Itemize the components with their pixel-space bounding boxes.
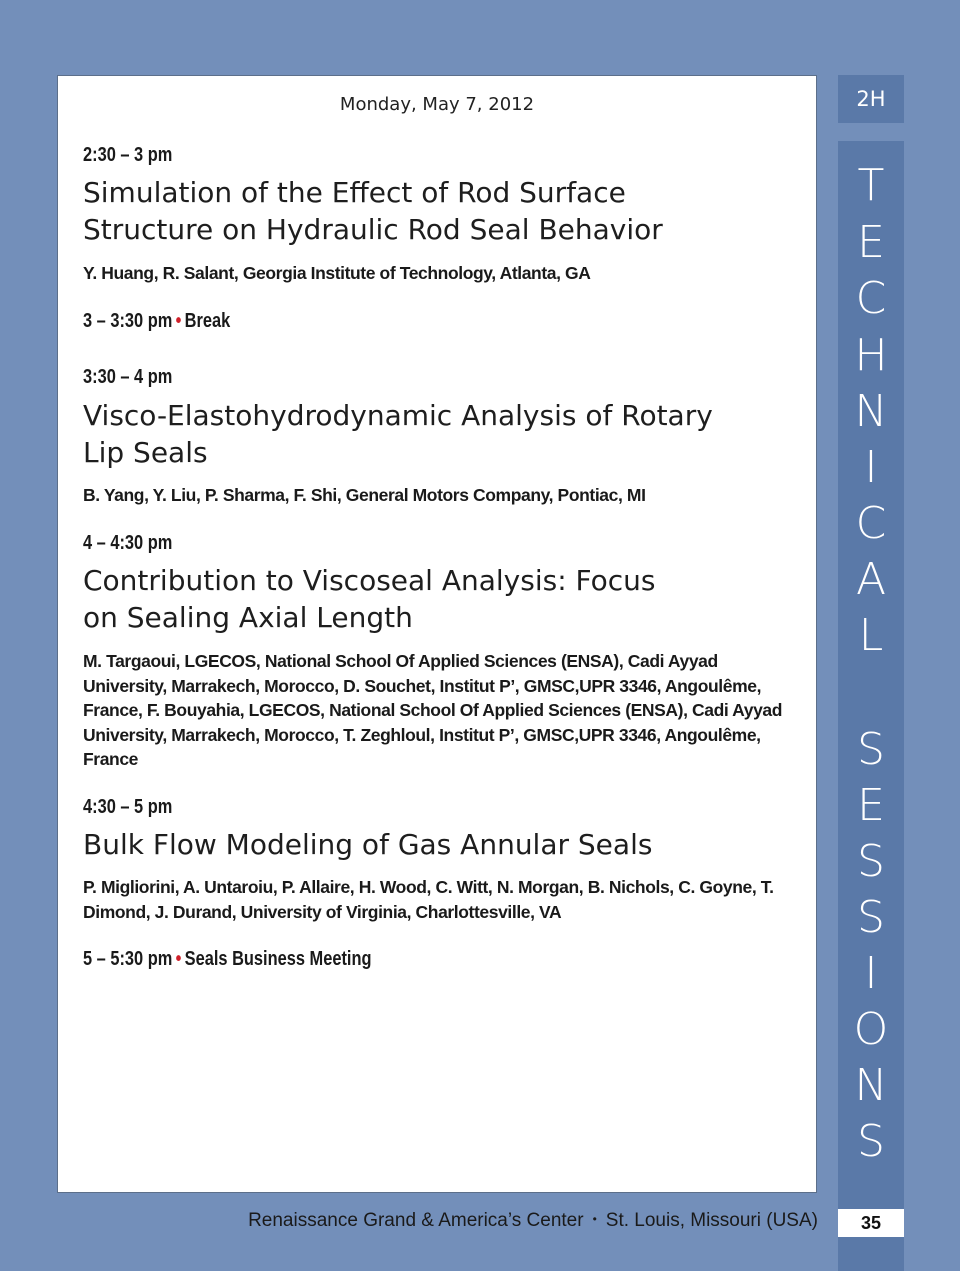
side-letter: N <box>854 1060 888 1111</box>
talk-authors-1: Y. Huang, R. Salant, Georgia Institute of Technology, Atlanta, GA <box>83 263 591 283</box>
side-letter: E <box>857 217 885 268</box>
side-letter: C <box>855 273 887 324</box>
bullet-icon: • <box>175 310 182 332</box>
side-letter: I <box>864 948 878 999</box>
side-letter: L <box>858 610 884 661</box>
session-code-tab: 2H <box>838 75 904 123</box>
talk-authors-3: M. Targaoui, LGECOS, National School Of Applied Sciences (ENSA), Cadi Ayyad University, Marrakech, Morocco, D. Souchet, Institut P’, GMSC,UPR 3346, Angoulême, France, F. Bouyahia, LGECOS, National School Of Applied Sciences (ENSA), Cadi Ayyad University, Marrakech, Morocco, T. Zeghloul, Institut P’, GMSC,UPR 3346, Angoulême, France <box>83 651 783 769</box>
session-date: Monday, May 7, 2012 <box>339 94 535 115</box>
side-letter: I <box>864 442 878 493</box>
side-title-band <box>838 141 904 1271</box>
side-letter: E <box>857 780 885 831</box>
side-letter: S <box>857 1116 885 1167</box>
session-time-4: 4:30 – 5 pm <box>83 796 173 818</box>
separator-icon: • <box>592 1212 597 1226</box>
talk-title-4: Bulk Flow Modeling of Gas Annular Seals <box>83 828 653 861</box>
talk-title-1: Simulation of the Effect of Rod Surface Structure on Hydraulic Rod Seal Behavior <box>83 176 663 246</box>
meeting-time: 5 – 5:30 pm <box>83 948 173 970</box>
side-letter: S <box>857 836 885 887</box>
talk-authors-4: P. Migliorini, A. Untaroiu, P. Allaire, H. Wood, C. Witt, N. Morgan, B. Nichols, C. Goyne, T. Dimond, J. Durand, University of Virginia, Charlottesville, VA <box>83 877 774 922</box>
schedule-page <box>57 75 817 1193</box>
break-time: 3 – 3:30 pm <box>83 310 173 332</box>
session-time-3: 4 – 4:30 pm <box>83 532 173 554</box>
side-letter: T <box>857 160 885 211</box>
side-letter: H <box>854 330 888 381</box>
meeting-label: Seals Business Meeting <box>184 948 372 970</box>
side-letter: S <box>857 892 885 943</box>
side-letter: S <box>857 724 885 775</box>
side-letter: C <box>855 498 887 549</box>
page-number: 35 <box>838 1209 904 1237</box>
talk-title-3: Contribution to Viscoseal Analysis: Focus on Sealing Axial Length <box>83 564 656 634</box>
break-label: Break <box>184 310 231 332</box>
session-time-1: 2:30 – 3 pm <box>83 144 173 166</box>
talk-title-2: Visco-Elastohydrodynamic Analysis of Rotary Lip Seals <box>83 399 713 469</box>
side-letter: N <box>854 386 888 437</box>
footer-venue <box>248 1210 818 1232</box>
venue-name: Renaissance Grand & America’s Center <box>248 1210 584 1231</box>
session-time-2: 3:30 – 4 pm <box>83 366 173 388</box>
side-letter: A <box>855 554 887 605</box>
venue-location: St. Louis, Missouri (USA) <box>605 1210 818 1231</box>
talk-authors-2: B. Yang, Y. Liu, P. Sharma, F. Shi, General Motors Company, Pontiac, MI <box>83 485 646 505</box>
bullet-icon: • <box>175 948 182 970</box>
side-letter: O <box>853 1004 889 1055</box>
break-row <box>83 310 230 333</box>
meeting-row <box>83 948 372 971</box>
